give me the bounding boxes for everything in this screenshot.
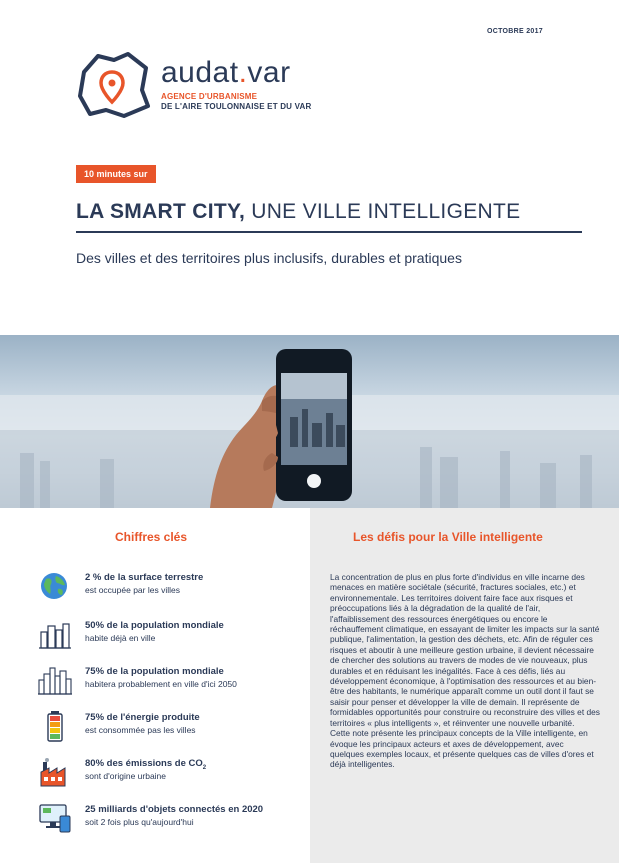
key-figure-item: [38, 710, 308, 744]
challenges-paragraph: Cette note présente les principaux concepts de la Ville intelligente, en évoque les principaux acteurs et axes de développement, avec quelques exemples locaux, et présente quelques cas de villes d'ores et déjà intelligentes.: [330, 728, 594, 770]
key-figure-headline: 75% de la population mondiale: [85, 666, 224, 677]
key-figure-detail: est consommée pas les villes: [85, 725, 196, 735]
key-figure-detail: sont d'origine urbaine: [85, 771, 167, 781]
challenges-title: Les défis pour la Ville intelligente: [353, 530, 543, 544]
key-figure-headline: 80% des émissions de $CO_2$: [85, 758, 207, 771]
key-figure-item: [38, 802, 308, 836]
key-figure-item: [38, 664, 308, 698]
page-title: LA SMART CITY, UNE VILLE INTELLIGENTE: [76, 200, 521, 223]
brand-name: audat.var: [161, 56, 291, 89]
large-city-icon: [38, 664, 72, 696]
key-figure-headline: 50% de la population mondiale: [85, 620, 224, 631]
key-figure-detail: habitera probablement en ville d'ici 2050: [85, 679, 237, 689]
challenges-paragraph: La concentration de plus en plus forte d'individus en ville incarne des menaces en matière sociétale (sécurité, fractures sociales, etc.) et environnementale. Les territoires doivent faire face aux risques et préoccupations liés à la dégradation de la qualité de l'air, l'affaiblissement des ressources énergétiques ou encore le réchauffement climatique, en essayant de limiter les impacts sur la santé publique, l'alimentation, la gestion des déchets, etc. Afin de réguler ces risques et aboutir à une meilleure gestion urbaine, il devient nécessaire de chercher des solutions au travers de modes de vie nouveaux, plus durables et en réduisant les inégalités. Face à ces défis, liés au développement économique, à l'optimisation des ressources et au bien-être des habitants, le numérique apparaît comme un outil dont il faut se saisir pour penser et développer la ville de demain. Il représente de formidables opportunités pour construire ou reconstruire des villes et des territoires « plus intelligents », et réinventer une nouvelle urbanité.: [330, 572, 600, 728]
key-figures-title: Chiffres clés: [115, 530, 188, 544]
topic-tag: 10 minutes sur: [76, 165, 156, 183]
title-divider: [76, 231, 582, 233]
publication-date: OCTOBRE 2017: [487, 28, 543, 35]
key-figure-detail: habite déjà en ville: [85, 633, 156, 643]
key-figure-item: [38, 756, 308, 790]
key-figure-headline: 25 milliards d'objets connectés en 2020: [85, 804, 264, 815]
key-figure-detail: est occupée par les villes: [85, 585, 180, 595]
challenges-body: [330, 572, 600, 770]
agency-line-2: DE L'AIRE TOULONNAISE ET DU VAR: [161, 102, 312, 111]
brand-block: [161, 58, 311, 111]
key-figure-headline: 2 % de la surface terrestre: [85, 572, 204, 583]
key-figure-headline: 75% de l'énergie produite: [85, 712, 200, 723]
page-subtitle: Des villes et des territoires plus inclusifs, durables et pratiques: [76, 250, 462, 266]
small-city-icon: [38, 618, 72, 650]
agency-line-1: AGENCE D'URBANISME: [161, 92, 258, 101]
key-figure-item: [38, 618, 308, 652]
hand-holding-phone-illustration: [0, 335, 619, 508]
key-figure-detail: soit 2 fois plus qu'aujourd'hui: [85, 817, 194, 827]
hero-image: [0, 335, 619, 508]
audat-logo-icon: [76, 50, 152, 120]
devices-icon: [38, 802, 72, 834]
globe-icon: [38, 570, 72, 602]
battery-icon: [38, 710, 72, 742]
factory-icon: [38, 756, 72, 788]
key-figure-item: [38, 570, 308, 604]
